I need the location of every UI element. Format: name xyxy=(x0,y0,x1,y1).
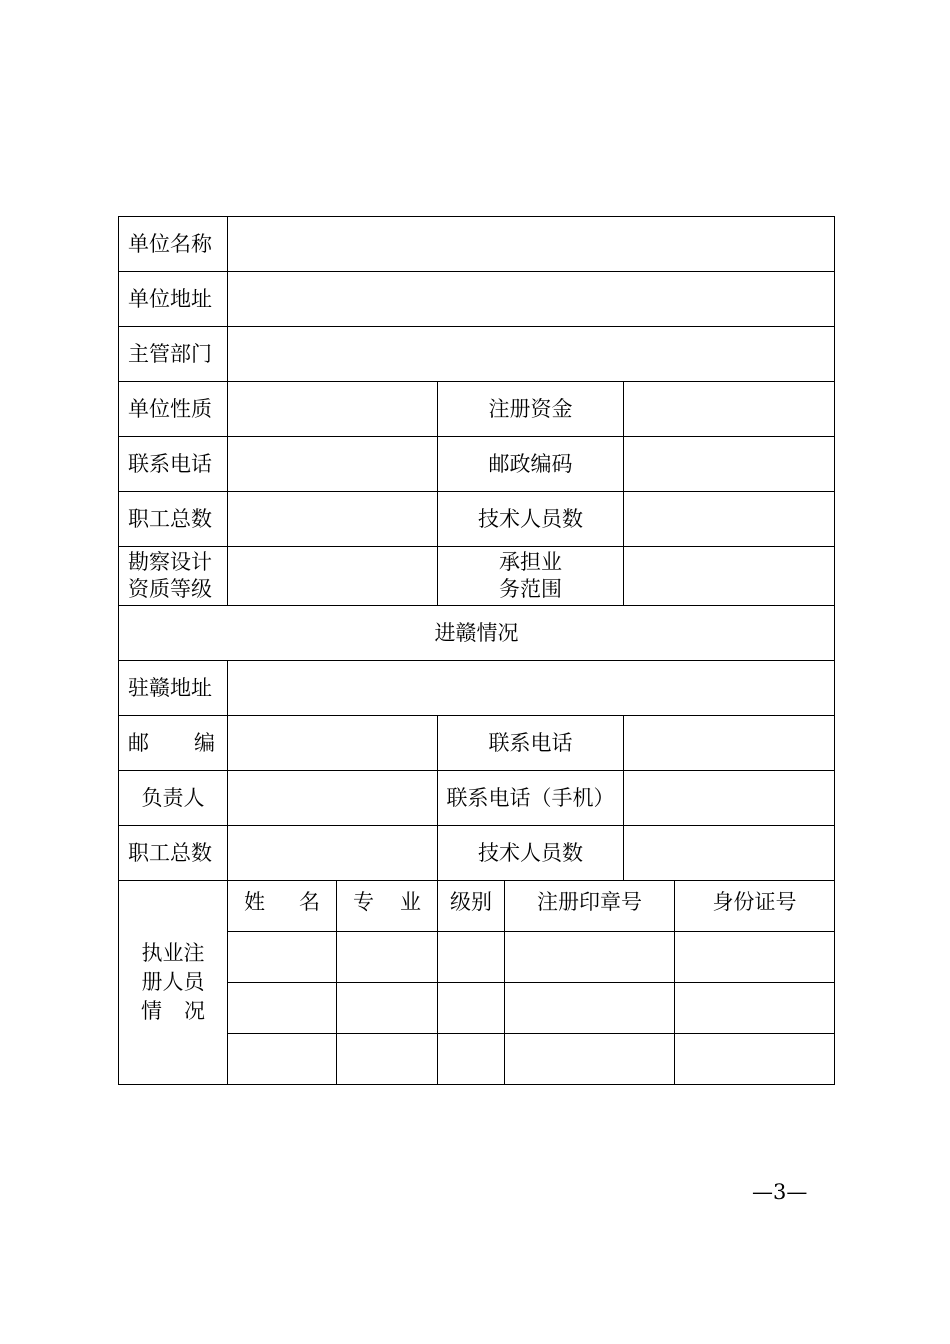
label-unit-name: 单位名称 xyxy=(119,217,228,272)
row-jiangxi-staff xyxy=(119,826,835,881)
label-registered-staff-line3a: 情 xyxy=(141,999,162,1023)
cell-staff-seal-no[interactable] xyxy=(505,983,675,1034)
label-contact-phone: 联系电话 xyxy=(119,437,228,492)
row-contact-phone xyxy=(119,437,835,492)
cell-staff-name[interactable] xyxy=(228,932,337,983)
label-registered-staff-line3 xyxy=(123,997,223,1026)
label-jiangxi-address: 驻赣地址 xyxy=(119,661,228,716)
section-title-jiangxi: 进赣情况 xyxy=(119,606,835,661)
row-jiangxi-section xyxy=(119,606,835,661)
cell-staff-name[interactable] xyxy=(228,983,337,1034)
label-unit-nature: 单位性质 xyxy=(119,382,228,437)
field-business-scope[interactable] xyxy=(624,547,835,606)
label-qualification-level xyxy=(119,547,228,606)
label-qualification-line1: 勘察设计 xyxy=(128,550,212,574)
row-total-staff xyxy=(119,492,835,547)
cell-staff-name[interactable] xyxy=(228,1034,337,1085)
label-business-scope-line2: 务范围 xyxy=(499,577,562,601)
col-header-name xyxy=(228,881,337,932)
row-supervising-dept xyxy=(119,327,835,382)
row-qualification xyxy=(119,547,835,606)
row-postcode xyxy=(119,716,835,771)
label-registered-staff-line3b: 况 xyxy=(184,999,205,1023)
cell-staff-level[interactable] xyxy=(438,983,505,1034)
field-mobile-phone[interactable] xyxy=(624,771,835,826)
row-unit-nature xyxy=(119,382,835,437)
label-postal-code: 邮政编码 xyxy=(438,437,624,492)
cell-staff-level[interactable] xyxy=(438,932,505,983)
row-staff-header xyxy=(119,881,835,932)
field-jiangxi-address[interactable] xyxy=(228,661,835,716)
col-header-major xyxy=(337,881,438,932)
label-registered-capital: 注册资金 xyxy=(438,382,624,437)
field-unit-address[interactable] xyxy=(228,272,835,327)
col-header-seal-no: 注册印章号 xyxy=(505,881,675,932)
label-jiangxi-tech-staff: 技术人员数 xyxy=(438,826,624,881)
label-registered-staff-line2: 册人员 xyxy=(141,970,205,994)
row-jiangxi-address xyxy=(119,661,835,716)
label-business-scope xyxy=(438,547,624,606)
row-person-in-charge xyxy=(119,771,835,826)
label-unit-address: 单位地址 xyxy=(119,272,228,327)
field-person-in-charge[interactable] xyxy=(228,771,438,826)
cell-staff-major[interactable] xyxy=(337,1034,438,1085)
field-contact-phone[interactable] xyxy=(228,437,438,492)
row-unit-address xyxy=(119,272,835,327)
label-jiangxi-contact-phone: 联系电话 xyxy=(438,716,624,771)
label-supervising-dept: 主管部门 xyxy=(119,327,228,382)
col-header-name-a: 姓 xyxy=(244,890,265,914)
col-header-name-b: 名 xyxy=(299,890,320,914)
cell-staff-id-no[interactable] xyxy=(675,1034,835,1085)
field-postcode[interactable] xyxy=(228,716,438,771)
field-total-staff[interactable] xyxy=(228,492,438,547)
label-postcode xyxy=(119,716,228,771)
field-tech-staff-count[interactable] xyxy=(624,492,835,547)
field-jiangxi-total-staff[interactable] xyxy=(228,826,438,881)
field-postal-code[interactable] xyxy=(624,437,835,492)
label-registered-staff-line1: 执业注 xyxy=(141,941,205,965)
col-header-id-no: 身份证号 xyxy=(675,881,835,932)
field-jiangxi-tech-staff[interactable] xyxy=(624,826,835,881)
cell-staff-major[interactable] xyxy=(337,983,438,1034)
col-header-level: 级别 xyxy=(438,881,505,932)
label-qualification-line2: 资质等级 xyxy=(128,577,212,601)
page-number: —3— xyxy=(752,1180,808,1204)
label-postcode-char2: 编 xyxy=(194,730,215,755)
col-header-major-a: 专 xyxy=(353,890,374,914)
field-unit-nature[interactable] xyxy=(228,382,438,437)
label-postcode-char1: 邮 xyxy=(128,730,149,755)
label-tech-staff-count: 技术人员数 xyxy=(438,492,624,547)
field-qualification-level[interactable] xyxy=(228,547,438,606)
cell-staff-level[interactable] xyxy=(438,1034,505,1085)
field-unit-name[interactable] xyxy=(228,217,835,272)
label-person-in-charge: 负责人 xyxy=(119,771,228,826)
col-header-major-b: 业 xyxy=(400,890,421,914)
label-business-scope-line1: 承担业 xyxy=(499,550,562,574)
field-supervising-dept[interactable] xyxy=(228,327,835,382)
row-unit-name xyxy=(119,217,835,272)
cell-staff-id-no[interactable] xyxy=(675,932,835,983)
registration-form-table xyxy=(118,216,835,1085)
cell-staff-id-no[interactable] xyxy=(675,983,835,1034)
cell-staff-major[interactable] xyxy=(337,932,438,983)
label-total-staff: 职工总数 xyxy=(119,492,228,547)
label-jiangxi-total-staff: 职工总数 xyxy=(119,826,228,881)
label-registered-staff xyxy=(119,881,228,1085)
cell-staff-seal-no[interactable] xyxy=(505,932,675,983)
cell-staff-seal-no[interactable] xyxy=(505,1034,675,1085)
field-registered-capital[interactable] xyxy=(624,382,835,437)
label-mobile-phone: 联系电话（手机） xyxy=(438,771,624,826)
field-jiangxi-contact-phone[interactable] xyxy=(624,716,835,771)
